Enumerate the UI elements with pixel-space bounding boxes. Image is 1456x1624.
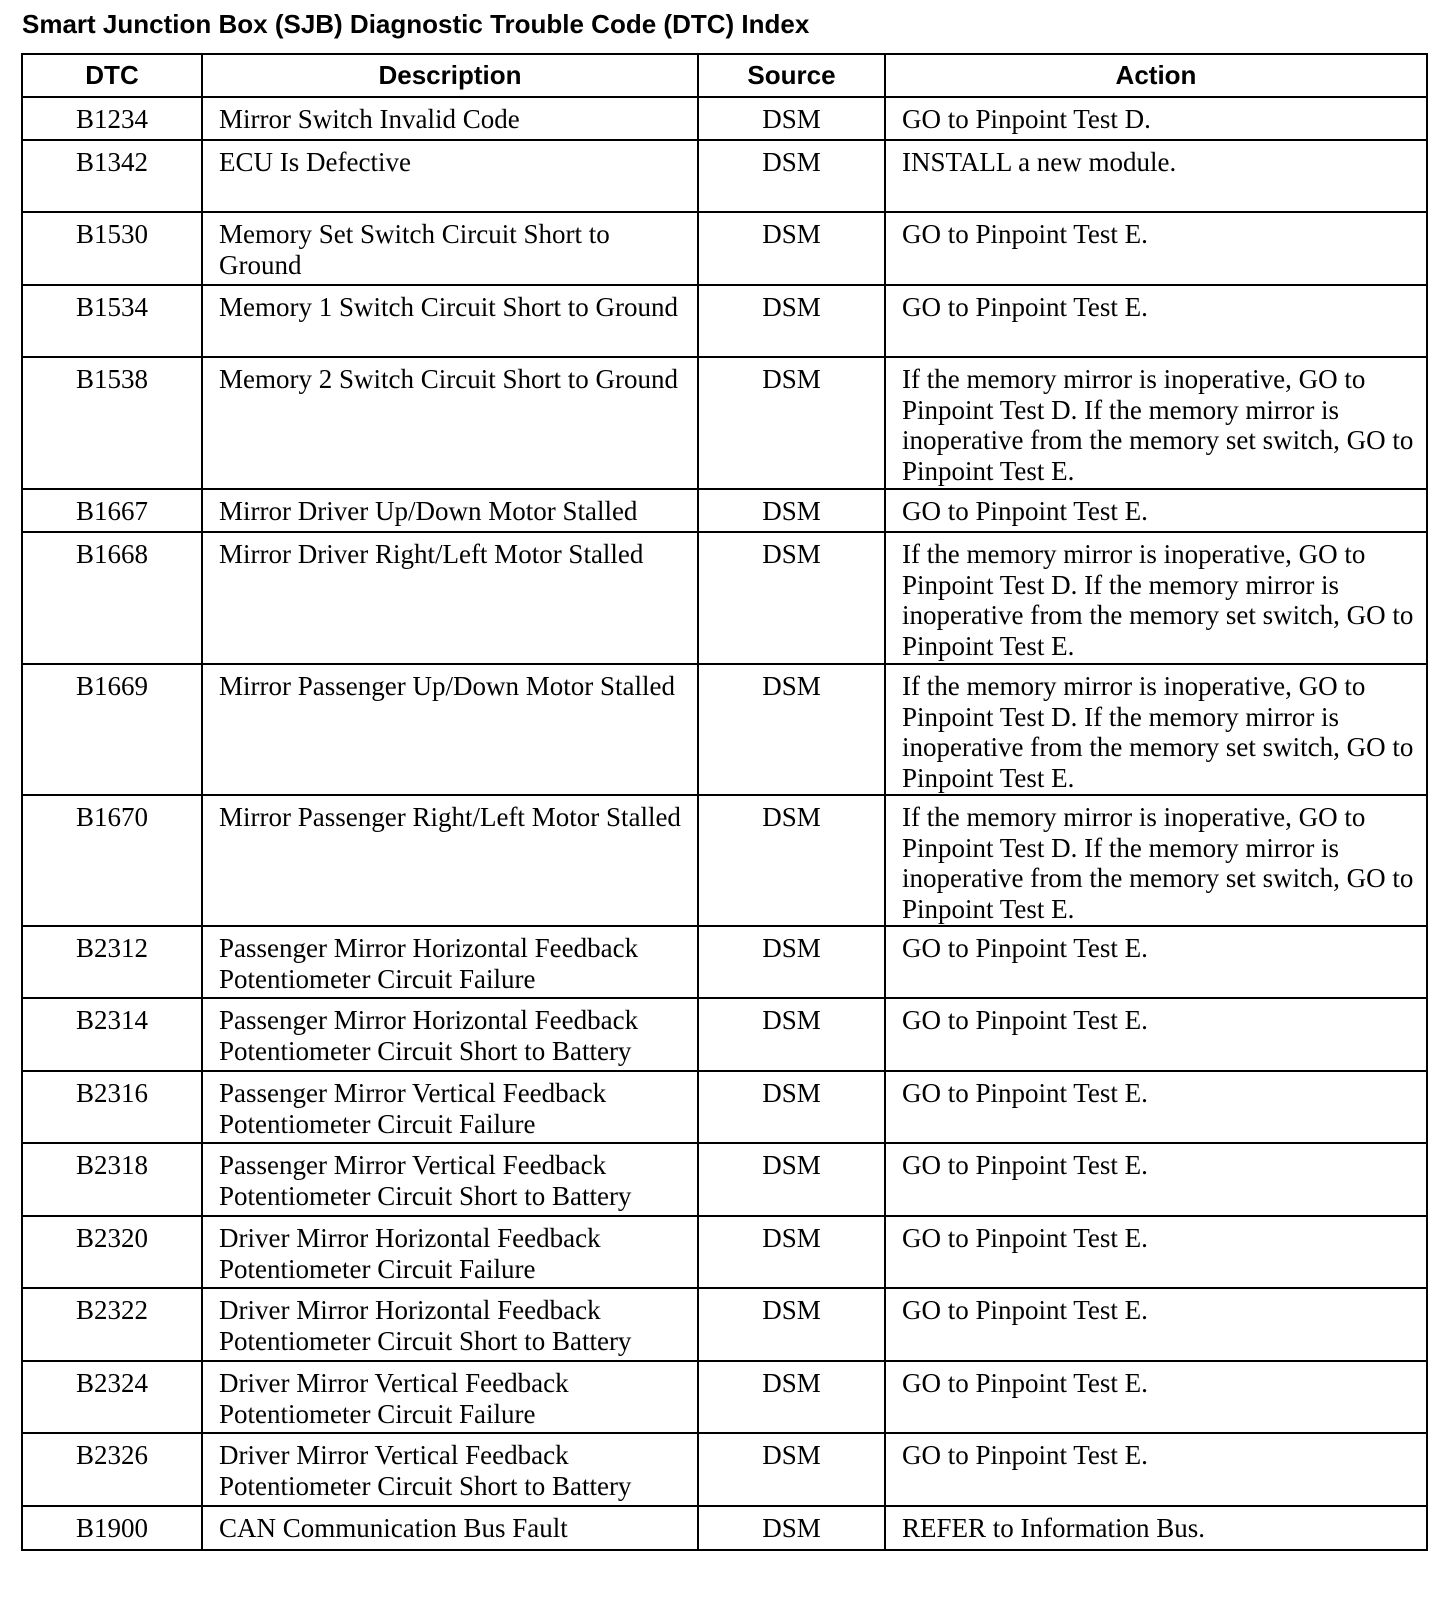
source-cell: DSM [698,97,885,140]
dtc-code-cell: B2326 [22,1433,202,1506]
description-cell: Mirror Passenger Right/Left Motor Stalled [202,795,698,926]
action-cell: If the memory mirror is inoperative, GO to Pinpoint Test D. If the memory mirror is inoperative from the memory set switch, GO to Pinpoint Test E. [885,357,1427,489]
description-cell: Mirror Switch Invalid Code [202,97,698,140]
source-cell: DSM [698,795,885,926]
action-cell: If the memory mirror is inoperative, GO to Pinpoint Test D. If the memory mirror is inoperative from the memory set switch, GO to Pinpoint Test E. [885,795,1427,926]
action-cell: GO to Pinpoint Test E. [885,1361,1427,1433]
action-cell: GO to Pinpoint Test E. [885,1143,1427,1216]
description-cell: Mirror Passenger Up/Down Motor Stalled [202,664,698,795]
dtc-code-cell: B1534 [22,285,202,357]
description-cell: Passenger Mirror Vertical Feedback Potentiometer Circuit Failure [202,1071,698,1143]
source-cell: DSM [698,1143,885,1216]
action-cell: GO to Pinpoint Test E. [885,1288,1427,1361]
action-cell: GO to Pinpoint Test E. [885,212,1427,285]
dtc-code-cell: B1234 [22,97,202,140]
action-cell: GO to Pinpoint Test E. [885,1216,1427,1288]
column-header-description: Description [202,54,698,97]
table-row [22,926,1427,998]
dtc-code-cell: B1670 [22,795,202,926]
table-row [22,1288,1427,1361]
table-row [22,140,1427,212]
column-header-source: Source [698,54,885,97]
source-cell: DSM [698,998,885,1071]
source-cell: DSM [698,357,885,489]
source-cell: DSM [698,1216,885,1288]
table-row [22,1071,1427,1143]
table-row [22,998,1427,1071]
table-row [22,212,1427,285]
dtc-code-cell: B1668 [22,532,202,664]
source-cell: DSM [698,1288,885,1361]
description-cell: Driver Mirror Horizontal Feedback Potentiometer Circuit Short to Battery [202,1288,698,1361]
page-title: Smart Junction Box (SJB) Diagnostic Trouble Code (DTC) Index [22,9,810,39]
dtc-index-table [21,53,1428,1551]
table-row [22,285,1427,357]
action-cell: REFER to Information Bus. [885,1506,1427,1550]
description-cell: Passenger Mirror Horizontal Feedback Potentiometer Circuit Failure [202,926,698,998]
description-cell: CAN Communication Bus Fault [202,1506,698,1550]
description-cell: Driver Mirror Horizontal Feedback Potentiometer Circuit Failure [202,1216,698,1288]
dtc-code-cell: B2322 [22,1288,202,1361]
action-cell: If the memory mirror is inoperative, GO to Pinpoint Test D. If the memory mirror is inoperative from the memory set switch, GO to Pinpoint Test E. [885,532,1427,664]
table-header-row [22,54,1427,97]
description-cell: Mirror Driver Up/Down Motor Stalled [202,489,698,532]
action-cell: INSTALL a new module. [885,140,1427,212]
dtc-code-cell: B1538 [22,357,202,489]
description-cell: Memory 1 Switch Circuit Short to Ground [202,285,698,357]
source-cell: DSM [698,489,885,532]
dtc-code-cell: B2314 [22,998,202,1071]
description-cell: Mirror Driver Right/Left Motor Stalled [202,532,698,664]
dtc-code-cell: B1669 [22,664,202,795]
source-cell: DSM [698,1433,885,1506]
table-row [22,1506,1427,1550]
description-cell: Memory Set Switch Circuit Short to Ground [202,212,698,285]
source-cell: DSM [698,1506,885,1550]
description-cell: Passenger Mirror Horizontal Feedback Potentiometer Circuit Short to Battery [202,998,698,1071]
description-cell: Passenger Mirror Vertical Feedback Potentiometer Circuit Short to Battery [202,1143,698,1216]
table-row [22,97,1427,140]
table-row [22,664,1427,795]
dtc-code-cell: B2312 [22,926,202,998]
column-header-dtc: DTC [22,54,202,97]
table-row [22,795,1427,926]
action-cell: GO to Pinpoint Test E. [885,285,1427,357]
table-row [22,532,1427,664]
dtc-code-cell: B1342 [22,140,202,212]
source-cell: DSM [698,926,885,998]
dtc-code-cell: B2316 [22,1071,202,1143]
source-cell: DSM [698,532,885,664]
dtc-code-cell: B2320 [22,1216,202,1288]
table-row [22,1433,1427,1506]
source-cell: DSM [698,1361,885,1433]
action-cell: GO to Pinpoint Test E. [885,998,1427,1071]
action-cell: GO to Pinpoint Test E. [885,1071,1427,1143]
description-cell: Memory 2 Switch Circuit Short to Ground [202,357,698,489]
dtc-code-cell: B2318 [22,1143,202,1216]
action-cell: GO to Pinpoint Test E. [885,926,1427,998]
table-row [22,1216,1427,1288]
description-cell: Driver Mirror Vertical Feedback Potentiometer Circuit Failure [202,1361,698,1433]
dtc-code-cell: B2324 [22,1361,202,1433]
table-row [22,1361,1427,1433]
table-row [22,489,1427,532]
dtc-code-cell: B1900 [22,1506,202,1550]
source-cell: DSM [698,212,885,285]
source-cell: DSM [698,1071,885,1143]
description-cell: Driver Mirror Vertical Feedback Potentiometer Circuit Short to Battery [202,1433,698,1506]
action-cell: If the memory mirror is inoperative, GO to Pinpoint Test D. If the memory mirror is inoperative from the memory set switch, GO to Pinpoint Test E. [885,664,1427,795]
description-cell: ECU Is Defective [202,140,698,212]
dtc-code-cell: B1530 [22,212,202,285]
source-cell: DSM [698,140,885,212]
column-header-action: Action [885,54,1427,97]
source-cell: DSM [698,664,885,795]
table-row [22,357,1427,489]
table-row [22,1143,1427,1216]
dtc-code-cell: B1667 [22,489,202,532]
source-cell: DSM [698,285,885,357]
action-cell: GO to Pinpoint Test D. [885,97,1427,140]
action-cell: GO to Pinpoint Test E. [885,1433,1427,1506]
action-cell: GO to Pinpoint Test E. [885,489,1427,532]
